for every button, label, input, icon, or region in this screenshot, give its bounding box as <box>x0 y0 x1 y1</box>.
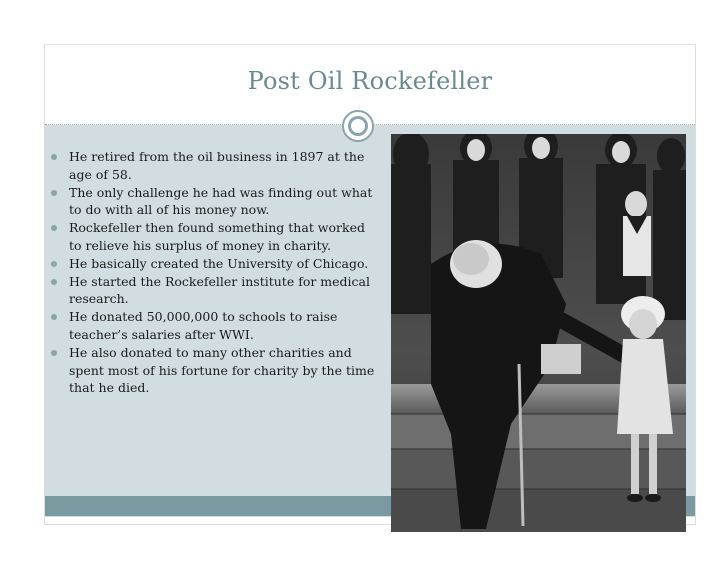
bullet-dot-icon <box>51 314 57 320</box>
bullet-item <box>51 273 381 309</box>
bullet-dot-icon <box>51 350 57 356</box>
bullet-text: The only challenge he had was finding out what to do with all of his money now. <box>69 184 373 218</box>
bullet-text: He donated 50,000,000 to schools to raise teacher’s salaries after WWI. <box>69 309 338 342</box>
bullet-dot-icon <box>51 225 57 231</box>
bullet-dot-icon <box>51 261 57 267</box>
bullet-text: He basically created the University of Chicago. <box>69 255 369 271</box>
bullet-item <box>51 308 381 344</box>
bullet-item <box>51 255 381 273</box>
double-circle-ornament-icon <box>342 110 374 142</box>
slide <box>44 44 696 525</box>
bullet-item <box>51 344 381 397</box>
slide-title: Post Oil Rockefeller <box>247 67 493 95</box>
bullet-dot-icon <box>51 154 57 160</box>
bullet-text: Rockefeller then found something that worked to relieve his surplus of money in charity. <box>69 220 365 253</box>
bullet-list <box>51 148 381 397</box>
bullet-text: He also donated to many other charities and spent most of his fortune for charity by the time that he died. <box>69 344 375 396</box>
title-area <box>45 44 695 125</box>
bullet-text: He started the Rockefeller institute for medical research. <box>69 273 371 307</box>
bullet-text: He retired from the oil business in 1897 at the age of 58. <box>69 149 365 182</box>
inner-circle <box>348 116 368 136</box>
rockefeller-photo <box>391 134 686 532</box>
bullet-dot-icon <box>51 190 57 196</box>
photo-illustration <box>391 134 686 532</box>
bullet-item <box>51 184 381 220</box>
bullet-dot-icon <box>51 279 57 285</box>
bullet-item <box>51 219 381 255</box>
bullet-item <box>51 148 381 184</box>
